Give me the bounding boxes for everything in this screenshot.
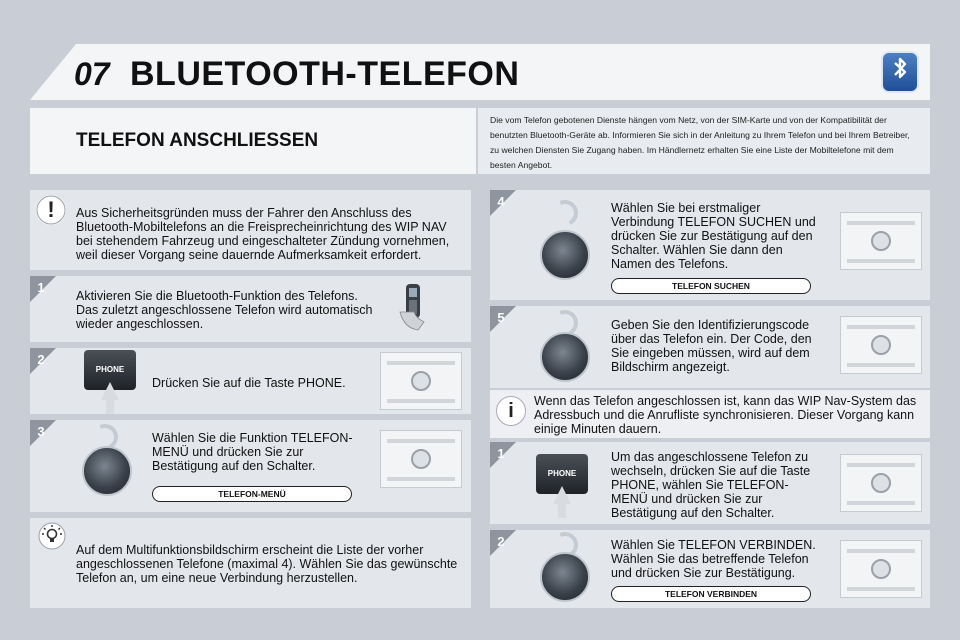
radio-unit-image xyxy=(840,212,922,270)
radio-buttons-row xyxy=(847,363,915,367)
radio-buttons-row xyxy=(847,325,915,329)
menu-label-telefon-verbinden: TELEFON VERBINDEN xyxy=(611,586,811,602)
info-icon-glyph: i xyxy=(508,400,514,422)
header-corner xyxy=(30,44,76,100)
radio-buttons-row xyxy=(387,361,455,365)
mobile-phone-icon xyxy=(398,282,430,332)
info-icon xyxy=(496,396,526,426)
step-5-badge: 5 xyxy=(490,306,516,332)
bluetooth-icon xyxy=(881,51,919,93)
radio-buttons-row xyxy=(387,477,455,481)
radio-dial xyxy=(871,335,891,355)
change-step-2-text: Wählen Sie TELEFON VERBINDEN. Wählen Sie das betreffende Telefon und drücken Sie zur Bestätigung. xyxy=(611,538,816,580)
radio-buttons-row xyxy=(847,259,915,263)
radio-buttons-row xyxy=(847,549,915,553)
rotary-knob-icon xyxy=(82,446,132,496)
step-1-badge: 1 xyxy=(30,276,56,302)
info-mid-text: Wenn das Telefon angeschlossen ist, kann das WIP Nav-System das Adressbuch und die Anrufliste synchronisieren. Dieser Vorgang kann einige Minuten dauern. xyxy=(534,394,917,436)
rotary-knob-icon xyxy=(540,332,590,382)
radio-buttons-row xyxy=(847,221,915,225)
radio-dial xyxy=(871,473,891,493)
press-arrow-icon xyxy=(553,486,571,504)
radio-buttons-row xyxy=(387,399,455,403)
radio-buttons-row xyxy=(387,439,455,443)
radio-unit-image xyxy=(380,430,462,488)
press-arrow-icon xyxy=(101,382,119,400)
tip-bulb-icon xyxy=(38,522,66,550)
info-text: Die vom Telefon gebotenen Dienste hängen vom Netz, von der SIM-Karte und von der Kompatibilität der benutzten Bluetooth-Geräte ab. Informieren Sie sich in der Anleitung zu Ihrem Telefon und bei Ihrem Betreiber, zu welchen Diensten Sie Zugang haben. Im Händlernetz erhalten Sie eine Liste der Mobiltelefone mit dem besten Angebot. xyxy=(490,115,910,170)
radio-buttons-row xyxy=(847,463,915,467)
step-4-badge: 4 xyxy=(490,190,516,216)
rotary-knob-icon xyxy=(540,552,590,602)
step-3-text: Wählen Sie die Funktion TELEFON-MENÜ und drücken Sie zur Bestätigung auf den Schalter. xyxy=(152,431,353,473)
phone-button: PHONE xyxy=(84,350,136,390)
phone-button: PHONE xyxy=(536,454,588,494)
radio-dial xyxy=(411,449,431,469)
radio-dial xyxy=(871,231,891,251)
step-1-text: Aktivieren Sie die Bluetooth-Funktion des Telefons. Das zuletzt angeschlossene Telefon wird automatisch wieder angeschlossen. xyxy=(76,289,373,331)
radio-buttons-row xyxy=(847,587,915,591)
step-2-text: Drücken Sie auf die Taste PHONE. xyxy=(152,376,346,390)
rotary-knob-icon xyxy=(540,230,590,280)
step-3-badge: 3 xyxy=(30,420,56,446)
press-arrow-stem xyxy=(106,398,114,414)
chapter-number: 07 xyxy=(74,56,110,92)
radio-unit-image xyxy=(840,540,922,598)
warning-text: Aus Sicherheitsgründen muss der Fahrer den Anschluss des Bluetooth-Mobiltelefons an die Freisprecheinrichtung des WIP NAV bei stehendem Fahrzeug und eingeschalteter Zündung vornehmen, weil dieser Vorgang seine dauernde Aufmerksamkeit erfordert. xyxy=(76,206,450,262)
radio-unit-image xyxy=(380,352,462,410)
radio-dial xyxy=(411,371,431,391)
change-step-1-badge: 1 xyxy=(490,442,516,468)
section-title: TELEFON ANSCHLIESSEN xyxy=(76,130,319,151)
press-arrow-stem xyxy=(558,502,566,518)
step-4-text: Wählen Sie bei erstmaliger Verbindung TELEFON SUCHEN und drücken Sie zur Bestätigung auf den Schalter. Wählen Sie dann den Namen des Telefons. xyxy=(611,201,816,271)
change-step-1-text: Um das angeschlossene Telefon zu wechseln, drücken Sie auf die Taste PHONE, wählen Sie TELEFON-MENÜ und drücken Sie zur Bestätigung auf den Schalter. xyxy=(611,450,811,520)
radio-unit-image xyxy=(840,316,922,374)
change-step-2-badge: 2 xyxy=(490,530,516,556)
radio-dial xyxy=(871,559,891,579)
menu-label-telefon-suchen: TELEFON SUCHEN xyxy=(611,278,811,294)
tip-text: Auf dem Multifunktionsbildschirm erscheint die Liste der vorher angeschlossenen Telefone (maximal 4). Wählen Sie das gewünschte Telefon an, um eine neue Verbindung herzustellen. xyxy=(76,543,458,585)
step-2-badge: 2 xyxy=(30,348,56,374)
page-title: BLUETOOTH-TELEFON xyxy=(130,55,520,93)
step-5-text: Geben Sie den Identifizierungscode über das Telefon ein. Der Code, den Sie eingeben müssen, wird auf dem Bildschirm angezeigt. xyxy=(611,318,812,374)
radio-unit-image xyxy=(840,454,922,512)
menu-label-telefon-menue: TELEFON-MENÜ xyxy=(152,486,352,502)
radio-buttons-row xyxy=(847,501,915,505)
warning-icon-glyph: ! xyxy=(47,197,55,222)
warning-icon xyxy=(36,195,66,225)
